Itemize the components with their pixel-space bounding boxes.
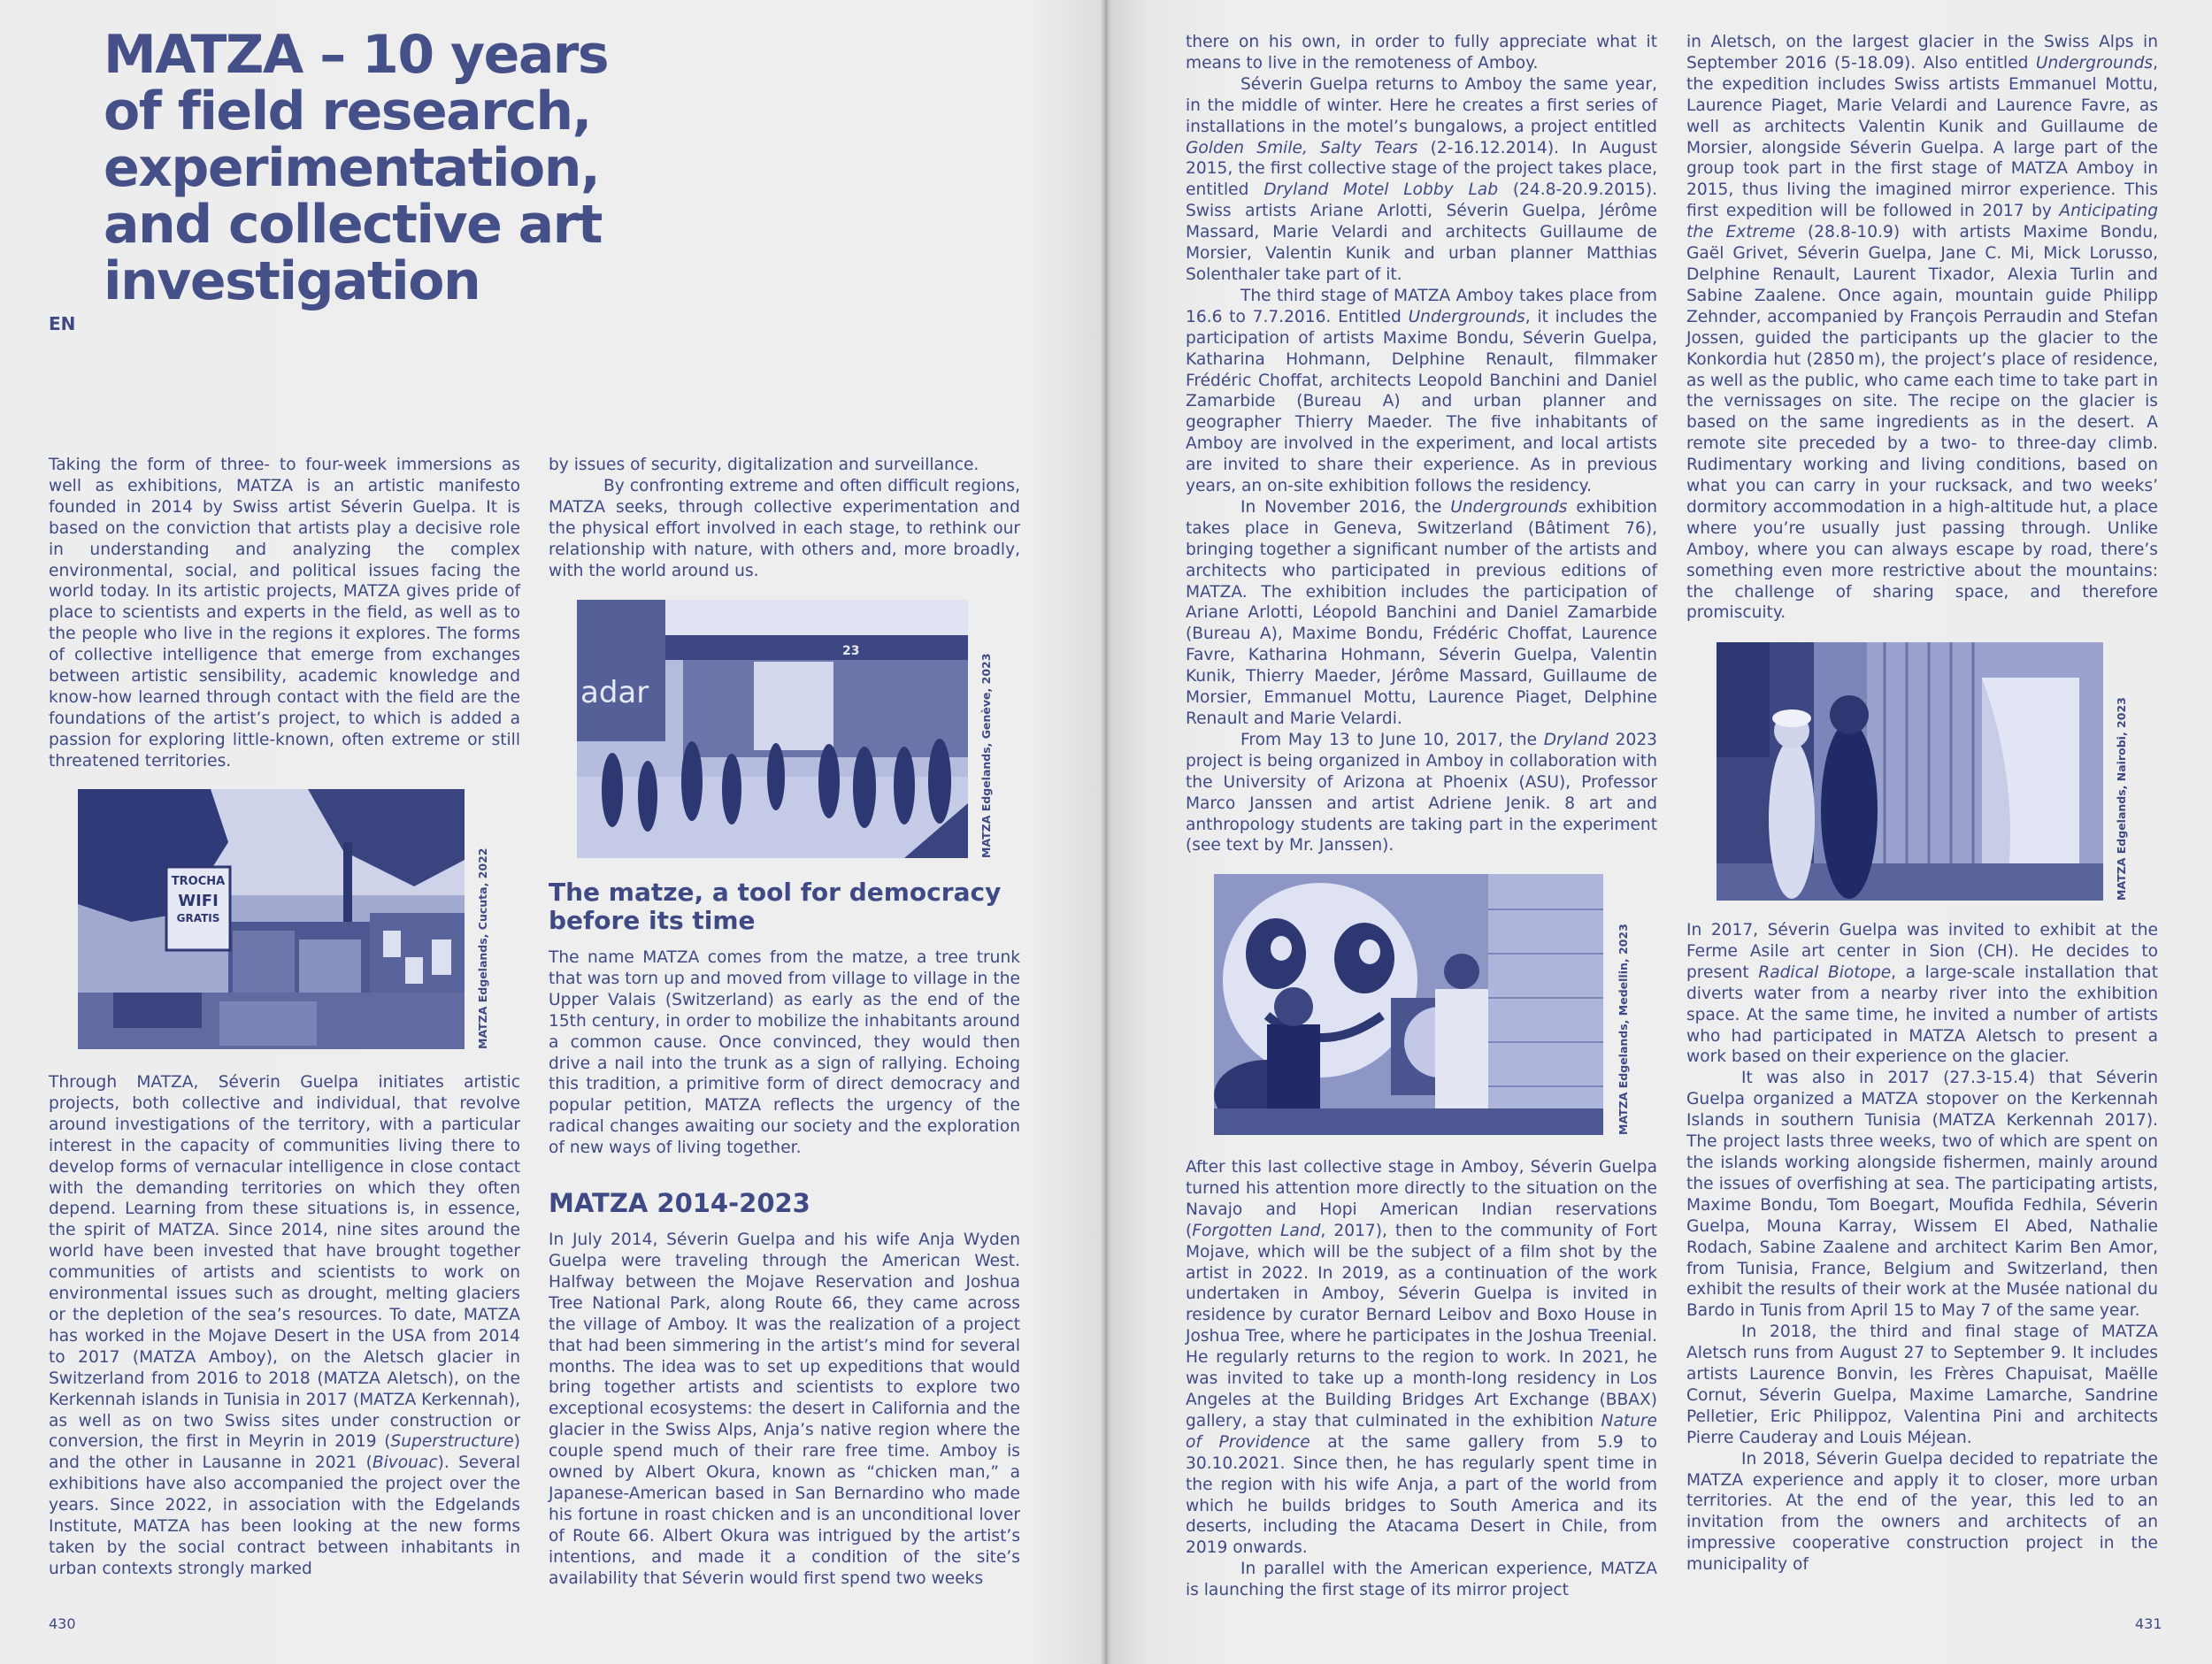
right-column-1 — [1186, 32, 1657, 856]
photo-caption: MATZA Edgelands, Genève, 2023 — [979, 653, 993, 858]
paragraph: In parallel with the American experience, MATZA is launching the first stage of its mirror project — [1186, 1560, 1657, 1600]
sign-text: adar — [580, 675, 649, 710]
section-heading: The matze, a tool for democracy before its time — [549, 878, 1002, 935]
paragraph: Through MATZA, Séverin Guelpa initiates artistic projects, both collective and individual, that revolve around investigations of the territory, with a particular interest in the capacity of communities living there to develop forms of vernacular intelligence in close contact with the demanding territories on which they often depend. Learning from these situations is, in essence, the spirit of MATZA. Since 2014, nine sites around the world have been invested that have brought together communities of artists and scientists to work on environmental issues such as drought, melting glaciers or the depletion of the sea’s resources. To date, MATZA has worked in the Mojave Desert in the USA from 2014 to 2017 (MATZA Amboy), on the Aletsch glacier in Switzerland from 2016 to 2018 (MATZA Aletsch), on the Kerkennah islands in Tunisia in 2017 (MATZA Kerkennah), as well as on two Swiss sites under construction or conversion, the first in Meyrin in 2019 (Superstructure) and the other in Lausanne in 2021 (Bivouac). Several exhibitions have also accompanied the project over the years. Since 2022, in association with the Edgelands Institute, MATZA has been looking at the new forms taken by the social contract between inhabitants in urban contexts strongly marked — [49, 1073, 521, 1578]
paragraph: In July 2014, Séverin Guelpa and his wife Anja Wyden Guelpa were traveling through the American West. Halfway between the Mojave Reservation and Joshua Tree National Park, along Route 66, they came across the village of Amboy. It was the realization of a project that had been simmering in the artist’s mind for several months. The idea was to set up expeditions that would bring together artists and scientists to explore two exceptional ecosystems: the desert in California and the glacier in the Swiss Alps, Anja’s native region where the couple spend much of their rare free time. Amboy is owned by Albert Okura, known as “chicken man,” a Japanese-American based in San Bernardino who made his fortune in roast chicken and is an unconditional lover of Route 66. Albert Okura was intrigued by the artist’s intentions, and made it a condition of the site’s availability that Séverin would first spend two weeks — [549, 1231, 1020, 1588]
page-number-left: 430 — [49, 1615, 76, 1632]
paragraph: In 2018, Séverin Guelpa decided to repatriate the MATZA experience and apply it to closer, more urban territories. At the end of the year, this led to an invitation from the owners and architects of an impressive cooperative construction project in the municipality of — [1686, 1449, 2158, 1575]
paragraph: By confronting extreme and often difficult regions, MATZA seeks, through collective experimentation and the physical effort involved in each stage, to rethink our relationship with nature, with others and, more broadly, with the world around us. — [549, 476, 1020, 580]
right-column-2 — [1686, 32, 2158, 624]
paragraph: After this last collective stage in Amboy, Séverin Guelpa turned his attention more directly to the situation on the Navajo and Hopi American Indian reservations (Forgotten Land, 2017), then to the community of Fort Mojave, which will be the subject of a film shot by the artist in 2022. In 2019, as a continuation of the work undertaken in Amboy, Séverin Guelpa is invited in residence by curator Bernard Leibov and Boxo House in Joshua Tree, where he participates in the Joshua Treenial. He regularly returns to the region to work. In 2021, he was invited to take up a month-long residency in Los Angeles at the Building Bridges Art Exchange (BBAX) gallery, a stay that culminated in the exhibition Nature of Providence at the same gallery from 5.9 to 30.10.2021. Since then, he has regularly spent time in the region with his wife Anja, a part of the world from which he builds bridges to South America and its deserts, including the Atacama Desert in Chile, from 2019 onwards. — [1186, 1158, 1658, 1558]
photo-geneve — [577, 600, 968, 858]
sign-text: 23 — [842, 644, 860, 658]
photo-cucuta — [78, 789, 465, 1049]
sign-text: WIFI — [178, 892, 219, 910]
section-heading: MATZA 2014-2023 — [549, 1188, 810, 1219]
book-gutter — [1101, 0, 1111, 1664]
left-column-2-continued — [549, 878, 1020, 1589]
left-column-1 — [49, 455, 520, 772]
photo-caption: MATZA Edgelands, Medellin, 2023 — [1617, 924, 1630, 1135]
photo-caption: MATZA Edgelands, Nairobi, 2023 — [2115, 697, 2128, 901]
left-column-1-continued — [49, 1072, 520, 1580]
paragraph: there on his own, in order to fully appreciate what it means to live in the remoteness of Amboy. — [1186, 33, 1657, 73]
paragraph: Taking the form of three- to four-week immersions as well as exhibitions, MATZA is an artistic manifesto founded in 2014 by Swiss artist Séverin Guelpa. It is based on the conviction that artists play a decisive role in understanding and analyzing the complex environmental, social, and political issues facing the world today. In its artistic projects, MATZA gives pride of place to scientists and experts in the field, as well as to the people who live in the regions it explores. The forms of collective intelligence that emerge from exchanges between artistic sensibility, academic knowledge and know-how learned through contact with the field are the foundations of the artist’s project, to which is added a passion for exploring little-known, often extreme or still threatened territories. — [49, 456, 520, 771]
paragraph: In 2018, the third and final stage of MATZA Aletsch runs from August 27 to September 9. It includes artists Laurence Bonvin, les Frères Chapuisat, Maëlle Cornut, Séverin Guelpa, Maxime Lamarche, Sandrine Pelletier, Eric Philippoz, Valentina Pini and architects Pierre Cauderay and Louis Méjean. — [1686, 1323, 2158, 1447]
paragraph: The third stage of MATZA Amboy takes place from 16.6 to 7.7.2016. Entitled Undergrounds, it includes the participation of artists Maxime Bondu, Séverin Guelpa, Katharina Hohmann, Delphine Renault, filmmaker Frédéric Choffat, architects Leopold Banchini and Daniel Zamarbide (Bureau A) and urban planner and geographer Thierry Maeder. The five inhabitants of Amboy are involved in the experiment, and local artists are invited to share their experience. As in previous years, an on-site exhibition follows the residency. — [1186, 286, 1657, 496]
paragraph: Séverin Guelpa returns to Amboy the same year, in the middle of winter. Here he creates a first series of installations in the motel’s bungalows, a project entitled Golden Smile, Salty Tears (2-16.12.2014). In August 2015, the first collective stage of the project takes place, entitled Dryland Motel Lobby Lab (24.8-20.9.2015). Swiss artists Ariane Arlotti, Séverin Guelpa, Jérôme Massard, Marie Velardi and architects Guillaume de Morsier, Valentin Kunik and urban planner Matthias Solenthaler take part of it. — [1186, 74, 1657, 284]
paragraph: In 2017, Séverin Guelpa was invited to exhibit at the Ferme Asile art center in Sion (CH). He decides to present Radical Biotope, a large-scale installation that diverts water from a nearby river into the exhibition space. At the same time, he invited a number of artists who had participated in MATZA Aletsch to present a work based on their experience on the glacier. — [1686, 921, 2158, 1067]
right-column-1-continued — [1186, 1157, 1657, 1601]
paragraph: It was also in 2017 (27.3-15.4) that Séverin Guelpa organized a MATZA stopover on the Kerkennah Islands in southern Tunisia (MATZA Kerkennah 2017). The project lasts three weeks, two of which are spent on the islands working alongside fishermen, mainly around the issues of overfishing at sea. The participating artists, Maxime Bondu, Tom Boegart, Moufida Fedhila, Séverin Guelpa, Mouna Karray, Wissem El Abed, Nathalie Rodach, Sabine Zaalene and architect Karim Ben Amor, from Tunisia, France, Belgium and Switzerland, then exhibit the results of their work at the Musée national du Bardo in Tunis from April 15 to May 7 of the same year. — [1686, 1069, 2158, 1321]
right-column-2-continued — [1686, 920, 2158, 1576]
paragraph: From May 13 to June 10, 2017, the Dryland 2023 project is being organized in Amboy in collaboration with the University of Arizona at Phoenix (ASU), Professor Marco Janssen and artist Adriene Jenik. 8 art and anthropology students are taking part in the experiment (see text by Mr. Janssen). — [1186, 730, 1657, 855]
sign-text: GRATIS — [176, 912, 220, 924]
article-title: MATZA – 10 years of field research, experimentation, and collective art investigation — [104, 24, 609, 312]
photo-caption: MATZA Edgelands, Cucuta, 2022 — [476, 847, 489, 1049]
sign-text: TROCHA — [171, 875, 226, 888]
left-column-2 — [549, 455, 1020, 581]
paragraph: by issues of security, digitalization and surveillance. — [549, 456, 979, 474]
page-number-right: 431 — [2135, 1615, 2162, 1632]
paragraph: The name MATZA comes from the matze, a tree trunk that was torn up and moved from village to village in the Upper Valais (Switzerland) as early as the end of the 15th century, in order to mobilize the inhabitants around a common cause. Once convinced, they would then drive a nail into the trunk as a sign of rallying. Echoing this tradition, a primitive form of direct democracy and popular petition, MATZA reflects the urgency of the radical changes awaiting our society and the exploration of new ways of living together. — [549, 948, 1020, 1158]
photo-nairobi — [1717, 642, 2103, 901]
language-label: EN — [49, 313, 76, 334]
paragraph: in Aletsch, on the largest glacier in the Swiss Alps in September 2016 (5-18.09). Also entitled Undergrounds, the expedition includes Swiss artists Emmanuel Mottu, Laurence Piaget, Marie Velardi and Laurence Favre, as well as architects Valentin Kunik and Guillaume de Morsier, alongside Séverin Guelpa. A large part of the group took part in the first stage of MATZA Amboy in 2015, thus living the imagined mirror experience. This first expedition will be followed in 2017 by Anticipating the Extreme (28.8-10.9) with artists Maxime Bondu, Gaël Grivet, Séverin Guelpa, Jane C. Mi, Mick Lorusso, Delphine Renault, Laurent Tixador, Alexia Turlin and Sabine Zaalene. Once again, mountain guide Philipp Zehnder, accompanied by François Perraudin and Stefan Jossen, guided the participants up the glacier to the Konkordia hut (2850 m), the project’s place of residence, as well as the public, who came each time to take part in the vernissages on site. The recipe on the glacier is based on the same ingredients as in the desert. A remote site preceded by a two- to three-day climb. Rudimentary working and living conditions, based on what you can carry in your rucksack, and two weeks’ dormitory accommodation in a high-altitude hut, a place where you’re usually just passing through. Unlike Amboy, where you can always escape by road, there’s something even more restrictive about the mountains: the challenge of sharing space, and therefore promiscuity. — [1686, 33, 2158, 623]
paragraph: In November 2016, the Undergrounds exhibition takes place in Geneva, Switzerland (Bâtiment 76), bringing together a significant number of the artists and architects who participated in previous editions of MATZA. The exhibition includes the participation of Ariane Arlotti, Léopold Banchini and Daniel Zamarbide (Bureau A), Maxime Bondu, Frédéric Choffat, Laurence Favre, Katharina Hohmann, Séverin Guelpa, Valentin Kunik, Thierry Maeder, Jérôme Massard, Guillaume de Morsier, Emmanuel Mottu, Laurence Piaget, Delphine Renault and Marie Velardi. — [1186, 497, 1657, 728]
photo-medellin — [1214, 874, 1603, 1135]
